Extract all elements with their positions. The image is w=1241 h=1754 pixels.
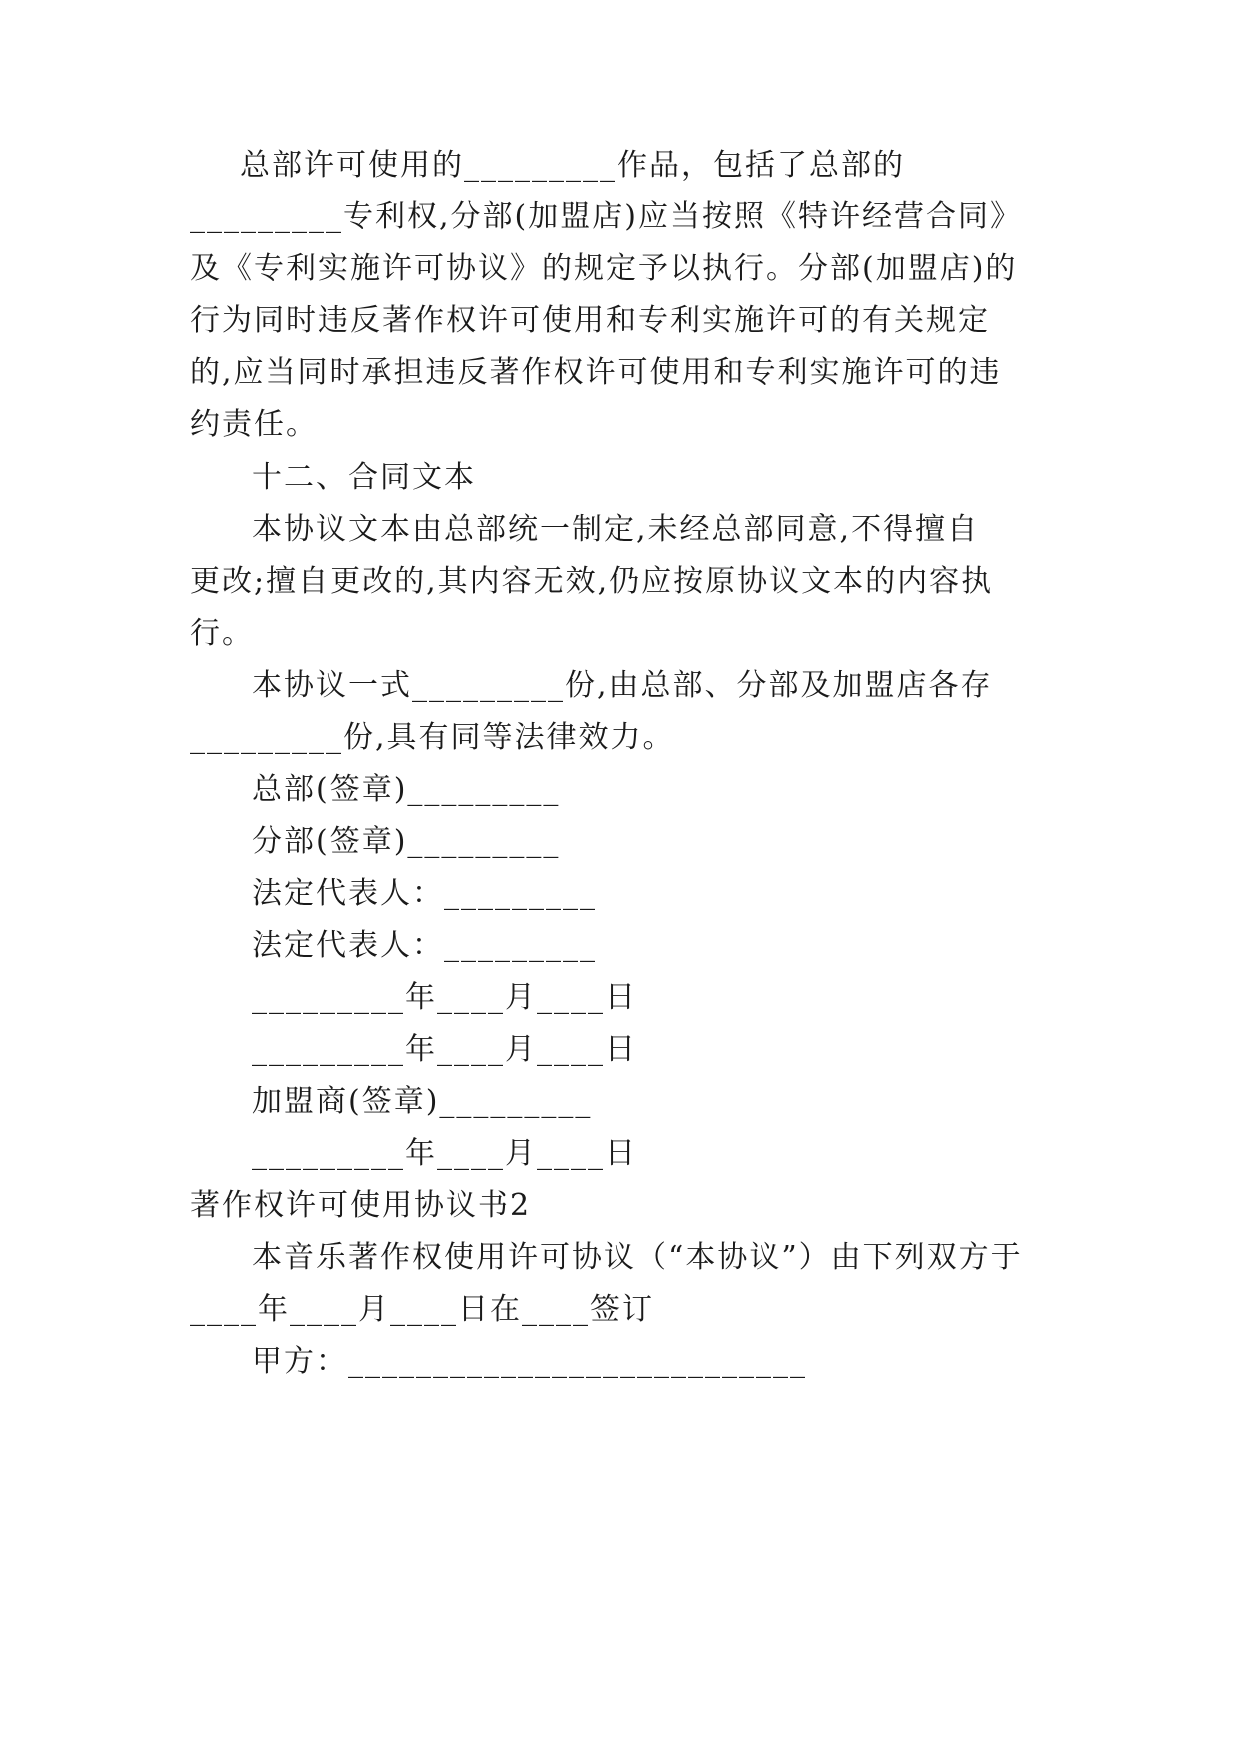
text-line: _________年____月____日: [252, 980, 637, 1015]
paragraph-line-8: [190, 562, 1070, 602]
text-line: 法定代表人：_________: [252, 928, 597, 963]
text-line: 更改;擅自更改的,其内容无效,仍应按原协议文本的内容执: [190, 564, 994, 599]
text-line: 总部(签章)_________: [252, 772, 561, 807]
text-line: _________专利权,分部(加盟店)应当按照《特许经营合同》: [190, 199, 1022, 234]
text-line: 本音乐著作权使用许可协议（“本协议”）由下列双方于: [252, 1240, 1023, 1275]
legal-representative-1: [252, 874, 1132, 914]
legal-representative-2: [252, 926, 1132, 966]
text-line: _________年____月____日: [252, 1032, 637, 1067]
text-line: ____年____月____日在____签订: [190, 1292, 654, 1327]
paragraph-line-5: [190, 353, 1070, 393]
paragraph-line-6: [190, 405, 1070, 445]
text-line: 行为同时违反著作权许可使用和专利实施许可的有关规定: [190, 303, 990, 338]
date-line-2: [252, 1030, 1132, 1070]
paragraph-line-10: [252, 666, 1132, 706]
paragraph-line-9: [190, 614, 1070, 654]
signature-hq: [252, 770, 1132, 810]
section-heading-contract-text: [252, 458, 1132, 498]
paragraph-line-7: [252, 510, 1132, 550]
text-line: 总部许可使用的_________作品，包括了总部的: [240, 148, 905, 183]
text-line: 约责任。: [190, 407, 318, 442]
section-heading: 十二、合同文本: [252, 460, 476, 495]
text-line: 的,应当同时承担违反著作权许可使用和专利实施许可的违: [190, 355, 1002, 390]
signature-franchisee: [252, 1082, 1132, 1122]
text-line: 甲方：___________________________: [252, 1344, 807, 1379]
text-line: _________份,具有同等法律效力。: [190, 720, 675, 755]
paragraph-line-13: [190, 1290, 1070, 1330]
text-line: 本协议一式_________份,由总部、分部及加盟店各存: [252, 668, 993, 703]
text-line: 加盟商(签章)_________: [252, 1084, 593, 1119]
document-title-2: [190, 1186, 1070, 1226]
text-line: _________年____月____日: [252, 1136, 637, 1171]
text-line: 及《专利实施许可协议》的规定予以执行。分部(加盟店)的: [190, 251, 1018, 286]
paragraph-line-4: [190, 301, 1070, 341]
paragraph-line-11: [190, 718, 1070, 758]
party-a-line: [252, 1342, 1132, 1382]
paragraph-line-1: [240, 146, 940, 186]
text-line: 分部(签章)_________: [252, 824, 561, 859]
text-line: 法定代表人：_________: [252, 876, 597, 911]
text-line: 本协议文本由总部统一制定,未经总部同意,不得擅自: [252, 512, 980, 547]
text-line: 著作权许可使用协议书2: [190, 1188, 532, 1223]
text-line: 行。: [190, 616, 254, 651]
paragraph-line-3: [190, 249, 1070, 289]
date-line-3: [252, 1134, 1132, 1174]
date-line-1: [252, 978, 1132, 1018]
paragraph-line-2: [190, 197, 1070, 237]
signature-branch: [252, 822, 1132, 862]
paragraph-line-12: [252, 1238, 1132, 1278]
